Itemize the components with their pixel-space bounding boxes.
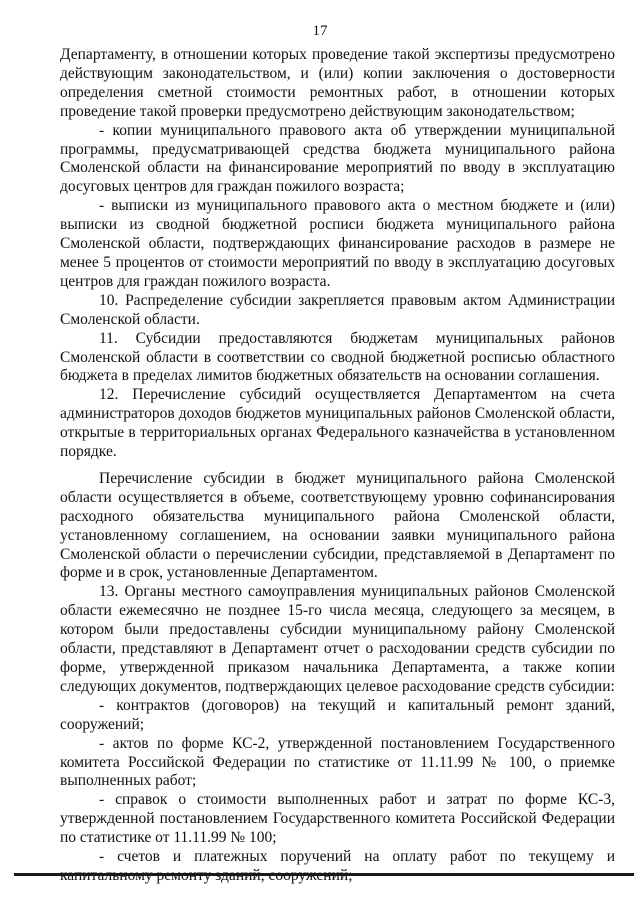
list-item-contracts: - контрактов (договоров) на текущий и капитальный ремонт зданий, сооружений; <box>60 696 615 733</box>
list-item-invoices: - счетов и платежных поручений на оплату работ по текущему и <box>99 848 615 866</box>
page-number: 17 <box>312 23 328 39</box>
paragraph-continuation: Департаменту, в отношении которых проведение такой экспертизы предусмотрено действующим законодательством, и (или) копии заключения о достоверности определения сметной стоимости ремонтных работ, в отношении которых проведение такой проверки предусмотрено действующим законодательством; <box>60 46 615 120</box>
list-item-ks2-acts: - актов по форме КС-2, утвержденной постановлением Государственного комитета Российской Федерации по статистике от 11.11.99 № 100, о приемке выполненных работ; <box>60 734 615 790</box>
bottom-rule <box>14 873 634 876</box>
document-body <box>60 46 615 886</box>
list-item-budget-extract: - выписки из муниципального правового акта о местном бюджете и (или) выписки из сводной бюджетной росписи бюджета муниципального района Смоленской области, подтверждающих финансирование расходов в размере не менее 5 процентов от стоимости мероприятий по вводу в эксплуатацию досуговых центров для граждан пожилого возраста. <box>60 197 615 290</box>
paragraph-10: 10. Распределение субсидии закрепляется правовым актом Администрации Смоленской области. <box>60 291 615 328</box>
list-item-program-copy: - копии муниципального правового акта об утверждении муниципальной программы, предусматривающей средства бюджета муниципального района Смоленской области на финансирование мероприятий по вводу в эксплуатацию досуговых центров для граждан пожилого возраста; <box>60 121 615 196</box>
list-item-ks3-certificates: - справок о стоимости выполненных работ и затрат по форме КС-3, утвержденной постановлением Государственного комитета Российской Федерации по статистике от 11.11.99 № 100; <box>60 791 615 847</box>
paragraph-11: 11. Субсидии предоставляются бюджетам муниципальных районов Смоленской области в соответствии со сводной бюджетной росписью областного бюджета в пределах лимитов бюджетных обязательств на основании соглашения. <box>60 329 615 385</box>
paragraph-12-transfer: Перечисление субсидии в бюджет муниципального района Смоленской области осуществляется в объеме, соответствующему уровню софинансирования расходного обязательства муниципального района Смоленской области, установленному соглашением, на основании заявки муниципального района Смоленской области о перечислении субсидии, представляемой в Департамент по форме и в срок, установленные Департаментом. <box>60 469 615 582</box>
paragraph-12: 12. Перечисление субсидий осуществляется Департаментом на счета администраторов доходов бюджетов муниципальных районов Смоленской области, открытые в территориальных органах Федерального казначейства в установленном порядке. <box>60 386 615 461</box>
paragraph-13: 13. Органы местного самоуправления муниципальных районов Смоленской области ежемесячно не позднее 15-го числа месяца, следующего за месяцем, в котором были предоставлены субсидии муниципальному району Смоленской области, представляют в Департамент отчет о расходовании средств субсидии по форме, утвержденной приказом начальника Департамента, а также копии следующих документов, подтверждающих целевое расходование средств субсидии: <box>60 583 615 695</box>
